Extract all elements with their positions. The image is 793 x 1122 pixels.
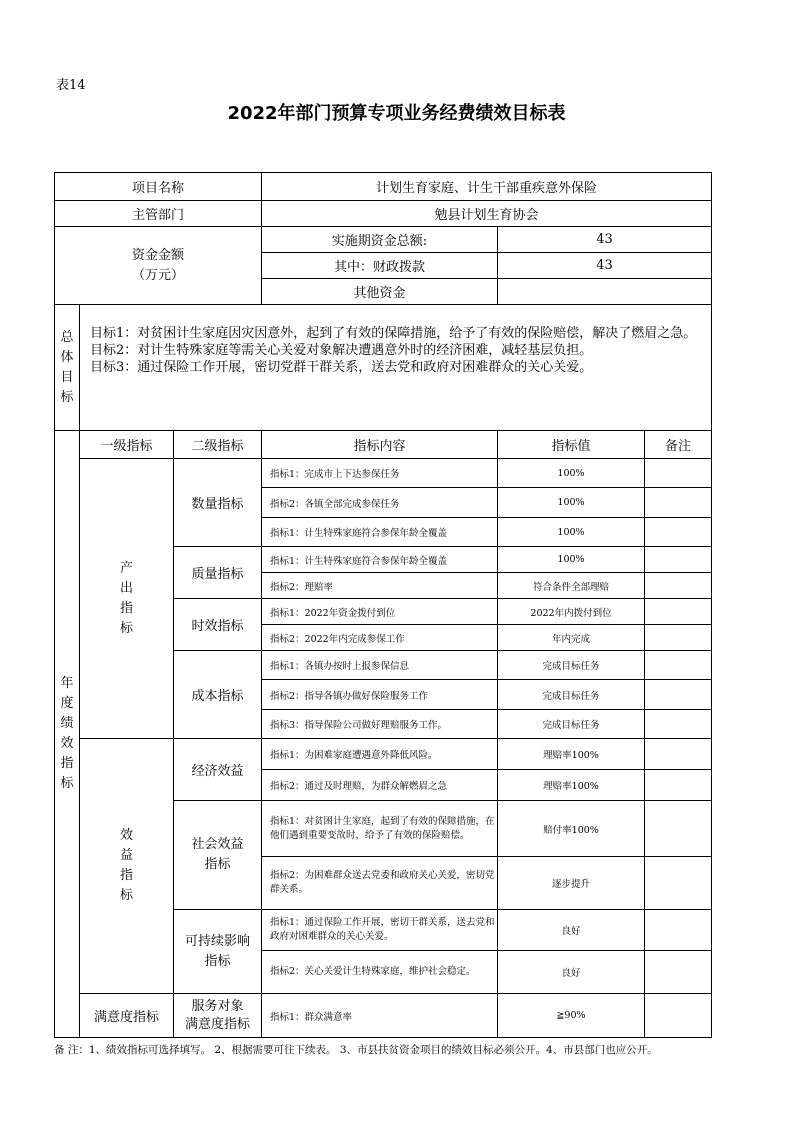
sustainable-impact-label: 可持续影响 指标 [174, 910, 262, 994]
table-row-value: ≧90% [498, 994, 645, 1038]
funds-label [55, 227, 262, 305]
funds-fiscal-value: 43 [498, 253, 712, 279]
table-row-content: 指标1：计生特殊家庭符合参保年龄全覆盖 [262, 518, 498, 547]
header-level2: 二级指标 [174, 431, 262, 459]
quality-indicator-label: 质量指标 [174, 547, 262, 599]
table-row-value: 符合条件全部理赔 [498, 573, 645, 599]
table-row-value: 赔付率100% [498, 801, 645, 857]
overall-goals-text [80, 305, 712, 431]
overall-goals-label: 总 体 目 标 [55, 305, 80, 431]
annual-indicators-label: 年 度 绩 效 指 标 [55, 431, 80, 1038]
table-row-content: 指标1：通过保险工作开展，密切干群关系，送去党和政府对困难群众的关心关爱。 [262, 910, 498, 951]
table-row-content: 指标1：2022年资金拨付到位 [262, 599, 498, 625]
dept-value: 勉县计划生育协会 [262, 201, 712, 227]
table-row-content: 指标2：2022年内完成参保工作 [262, 625, 498, 651]
table-row-value: 逐步提升 [498, 857, 645, 910]
table-row-value: 2022年内拨付到位 [498, 599, 645, 625]
table-row-value: 理赔率100% [498, 770, 645, 801]
dept-label: 主管部门 [55, 201, 262, 227]
table-row-remark [645, 739, 712, 770]
table-row-content: 指标2：指导各镇办做好保险服务工作 [262, 680, 498, 710]
table-number: 表14 [56, 78, 86, 93]
table-row-content: 指标1：计生特殊家庭符合参保年龄全覆盖 [262, 547, 498, 573]
satisfaction-indicator-label: 满意度指标 [80, 994, 174, 1038]
funds-label-line2: （万元） [131, 267, 184, 283]
table-row-content: 指标1：对贫困计生家庭，起到了有效的保障措施，在他们遇到重要变故时，给予了有效的保险赔偿。 [262, 801, 498, 857]
table-row-remark [645, 599, 712, 625]
table-row-value: 年内完成 [498, 625, 645, 651]
table-row-content: 指标2：各镇全部完成参保任务 [262, 488, 498, 518]
table-row-remark [645, 951, 712, 994]
performance-table [54, 172, 712, 1038]
table-row-content: 指标1：各镇办按时上报参保信息 [262, 651, 498, 680]
quantity-indicator-label: 数量指标 [174, 459, 262, 547]
table-row-remark [645, 680, 712, 710]
table-row-content: 指标1：群众满意率 [262, 994, 498, 1038]
table-row-value: 良好 [498, 951, 645, 994]
header-remark: 备注 [645, 431, 712, 459]
table-row-value: 良好 [498, 910, 645, 951]
header-value: 指标值 [498, 431, 645, 459]
table-row-content: 指标2：理赔率 [262, 573, 498, 599]
table-row-value: 完成目标任务 [498, 710, 645, 739]
goal-1: 目标1：对贫困计生家庭因灾因意外，起到了有效的保障措施，给予了有效的保险赔偿，解决了燃眉之急。 [90, 326, 697, 341]
table-row-value: 完成目标任务 [498, 680, 645, 710]
table-row-value: 100% [498, 459, 645, 488]
output-indicators-label: 产 出 指 标 [80, 459, 174, 739]
page-title: 2022年部门预算专项业务经费绩效目标表 [227, 103, 566, 124]
funds-fiscal-label: 其中：财政拨款 [262, 253, 498, 279]
goal-2: 目标2：对计生特殊家庭等需关心关爱对象解决遭遇意外时的经济困难，减轻基层负担。 [90, 343, 593, 358]
funds-total-label: 实施期资金总额: [262, 227, 498, 253]
table-row-remark [645, 801, 712, 857]
table-row-value: 完成目标任务 [498, 651, 645, 680]
table-row-content: 指标3：指导保险公司做好理赔服务工作。 [262, 710, 498, 739]
project-name-value: 计划生育家庭、计生干部重疾意外保险 [262, 173, 712, 201]
timeliness-indicator-label: 时效指标 [174, 599, 262, 651]
table-row-remark [645, 547, 712, 573]
table-row-value: 100% [498, 547, 645, 573]
header-level1: 一级指标 [80, 431, 174, 459]
table-row-content: 指标2：关心关爱计生特殊家庭，维护社会稳定。 [262, 951, 498, 994]
footnote: 备 注：1、绩效指标可选择填写。 2、根据需要可往下续表。 3、市县扶贫资金项目的绩效目标必须公开。4、市县部门也应公开。 [54, 1044, 658, 1056]
header-content: 指标内容 [262, 431, 498, 459]
project-name-label: 项目名称 [55, 173, 262, 201]
table-row-content: 指标1：完成市上下达参保任务 [262, 459, 498, 488]
table-row-value: 100% [498, 518, 645, 547]
funds-total-value: 43 [498, 227, 712, 253]
table-row-remark [645, 459, 712, 488]
table-row-remark [645, 857, 712, 910]
economic-benefit-label: 经济效益 [174, 739, 262, 801]
table-row-content: 指标2：通过及时理赔，为群众解燃眉之急 [262, 770, 498, 801]
table-row-remark [645, 625, 712, 651]
service-satisfaction-label: 服务对象 满意度指标 [174, 994, 262, 1038]
table-row-remark [645, 710, 712, 739]
table-row-remark [645, 651, 712, 680]
funds-label-line1: 资金金额 [131, 247, 184, 263]
table-row-remark [645, 573, 712, 599]
social-benefit-label: 社会效益 指标 [174, 801, 262, 910]
funds-other-label: 其他资金 [262, 279, 498, 305]
table-row-remark [645, 518, 712, 547]
table-row-remark [645, 770, 712, 801]
table-row-content: 指标1：为困难家庭遭遇意外降低风险。 [262, 739, 498, 770]
goal-3: 目标3：通过保险工作开展，密切党群干群关系，送去党和政府对困难群众的关心关爱。 [90, 360, 593, 375]
table-row-value: 100% [498, 488, 645, 518]
table-row-remark [645, 910, 712, 951]
benefit-indicators-label: 效 益 指 标 [80, 739, 174, 994]
table-row-value: 理赔率100% [498, 739, 645, 770]
cost-indicator-label: 成本指标 [174, 651, 262, 739]
table-row-content: 指标2：为困难群众送去党委和政府关心关爱，密切党群关系。 [262, 857, 498, 910]
table-row-remark [645, 994, 712, 1038]
table-row-remark [645, 488, 712, 518]
funds-other-value [498, 279, 712, 305]
